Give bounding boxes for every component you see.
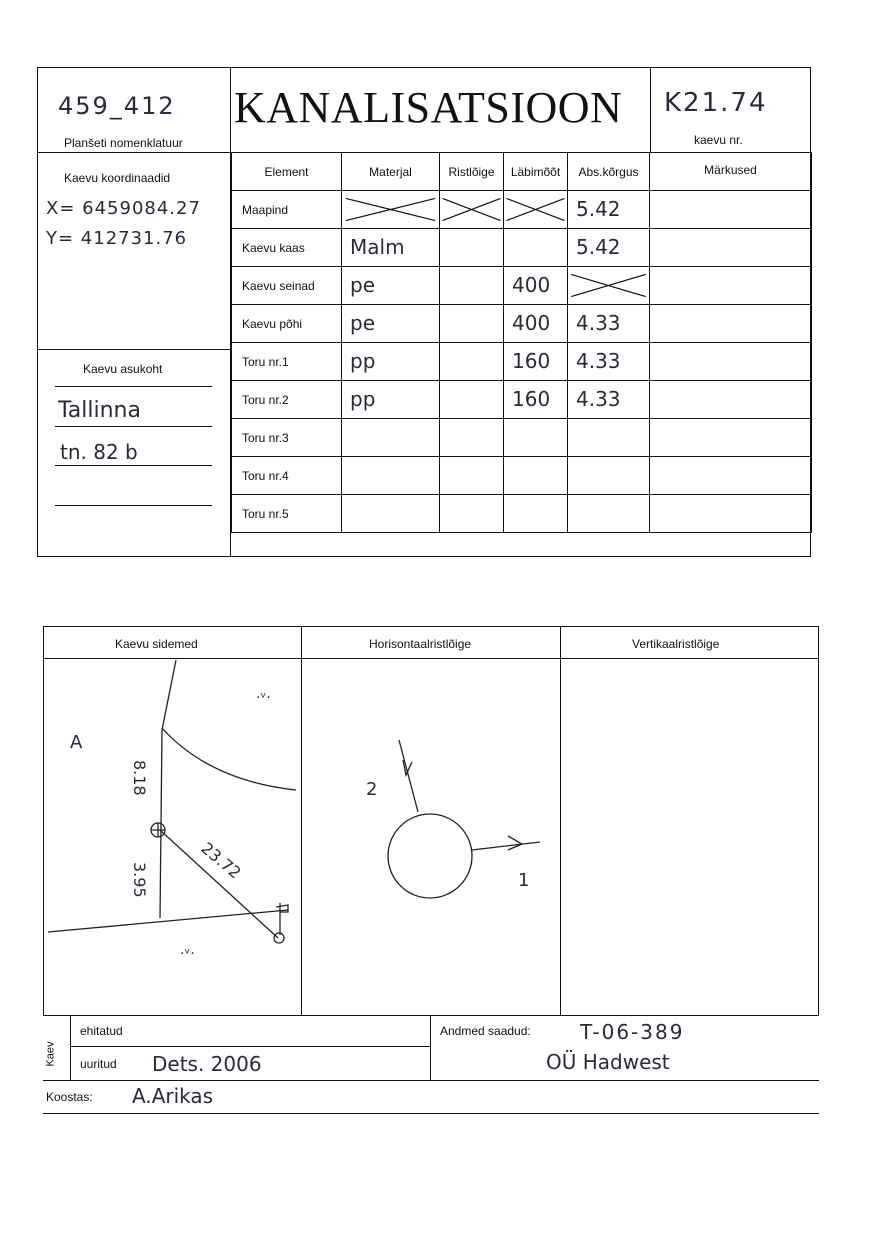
dim-3-95: 3.95	[130, 862, 149, 898]
road-line	[48, 910, 288, 932]
location-value-2: tn. 82 b	[60, 440, 138, 464]
cell-element: Kaevu kaas	[232, 229, 342, 267]
mark-a: A	[70, 732, 83, 753]
built-label: ehitatud	[80, 1024, 123, 1038]
cell-element: Kaevu seinad	[232, 267, 342, 305]
curb-curve	[162, 728, 296, 790]
data-from-label: Andmed saadud:	[440, 1024, 531, 1038]
cell-element: Maapind	[232, 191, 342, 229]
dim-8-18: 8.18	[130, 760, 149, 796]
header-material: Materjal	[342, 153, 440, 191]
well-circle	[388, 814, 472, 898]
cell-element: Toru nr.1	[232, 343, 342, 381]
header-notes: Märkused	[650, 153, 812, 191]
y-coordinate: Y= 412731.76	[46, 228, 188, 249]
footer-side-label: Kaev	[44, 1041, 57, 1067]
diameter-value: 400	[512, 311, 551, 335]
reference-point	[274, 933, 284, 943]
location-label: Kaevu asukoht	[83, 362, 163, 376]
well-no-label: kaevu nr.	[694, 133, 743, 147]
header-diameter: Läbimõõt	[504, 153, 568, 191]
cell-element: Toru nr.5	[232, 495, 342, 533]
pipe-1-line	[472, 842, 540, 850]
footer-line-1	[70, 1046, 430, 1047]
compiled-label: Koostas:	[46, 1090, 93, 1104]
abs-height-value: 4.33	[576, 311, 621, 335]
footer-line-2	[43, 1080, 819, 1081]
pipe-label-2: 2	[366, 779, 378, 800]
header-abs-height: Abs.kõrgus	[568, 153, 650, 191]
abs-height-value: 4.33	[576, 349, 621, 373]
abs-height-value: 5.42	[576, 235, 621, 259]
data-company-value: OÜ Hadwest	[546, 1050, 670, 1074]
material-value: pe	[350, 311, 375, 335]
pipe-label-1: 1	[518, 870, 530, 891]
cell-element: Toru nr.4	[232, 457, 342, 495]
coords-label: Kaevu koordinaadid	[64, 171, 171, 185]
material-value: Malm	[350, 235, 405, 259]
diameter-value: 160	[512, 387, 551, 411]
material-value: pp	[350, 387, 376, 411]
material-value: pe	[350, 273, 375, 297]
page-title: KANALISATSIOON	[234, 83, 623, 132]
abs-height-value: 4.33	[576, 387, 621, 411]
tree-mark-2: ·ᵛ·	[180, 946, 195, 962]
surveyed-value: Dets. 2006	[152, 1052, 262, 1076]
well-no-value: K21.74	[664, 88, 768, 118]
cell-element: Kaevu põhi	[232, 305, 342, 343]
cell-element: Toru nr.3	[232, 419, 342, 457]
abs-height-value: 5.42	[576, 197, 621, 221]
header-element: Element	[232, 153, 342, 191]
dim-23-72: 23.72	[197, 838, 245, 883]
x-coordinate: X= 6459084.27	[46, 198, 201, 219]
data-ref-value: T-06-389	[580, 1020, 685, 1044]
footer-side-divider	[70, 1016, 71, 1080]
footer-line-3	[43, 1113, 819, 1114]
compiled-value: A.Arikas	[132, 1084, 214, 1108]
surveyed-label: uuritud	[80, 1057, 117, 1071]
diameter-value: 160	[512, 349, 551, 373]
sketch-col3-label: Vertikaalristlõige	[632, 637, 720, 651]
plansheet-label: Planšeti nomenklatuur	[64, 136, 183, 150]
sketch-col1-label: Kaevu sidemed	[115, 637, 198, 651]
header-cross-section: Ristlõige	[440, 153, 504, 191]
boundary-line-upper	[160, 660, 176, 918]
cell-element: Toru nr.2	[232, 381, 342, 419]
material-value: pp	[350, 349, 376, 373]
tree-mark-1: ·ᵛ·	[256, 690, 271, 706]
pipe-2-line	[399, 740, 418, 812]
plansheet-value: 459_412	[58, 92, 176, 120]
location-value-1: Tallinna	[58, 398, 141, 423]
diameter-value: 400	[512, 273, 551, 297]
sketch-col2-label: Horisontaalristlõige	[369, 637, 472, 651]
footer-col-divider	[430, 1016, 431, 1080]
